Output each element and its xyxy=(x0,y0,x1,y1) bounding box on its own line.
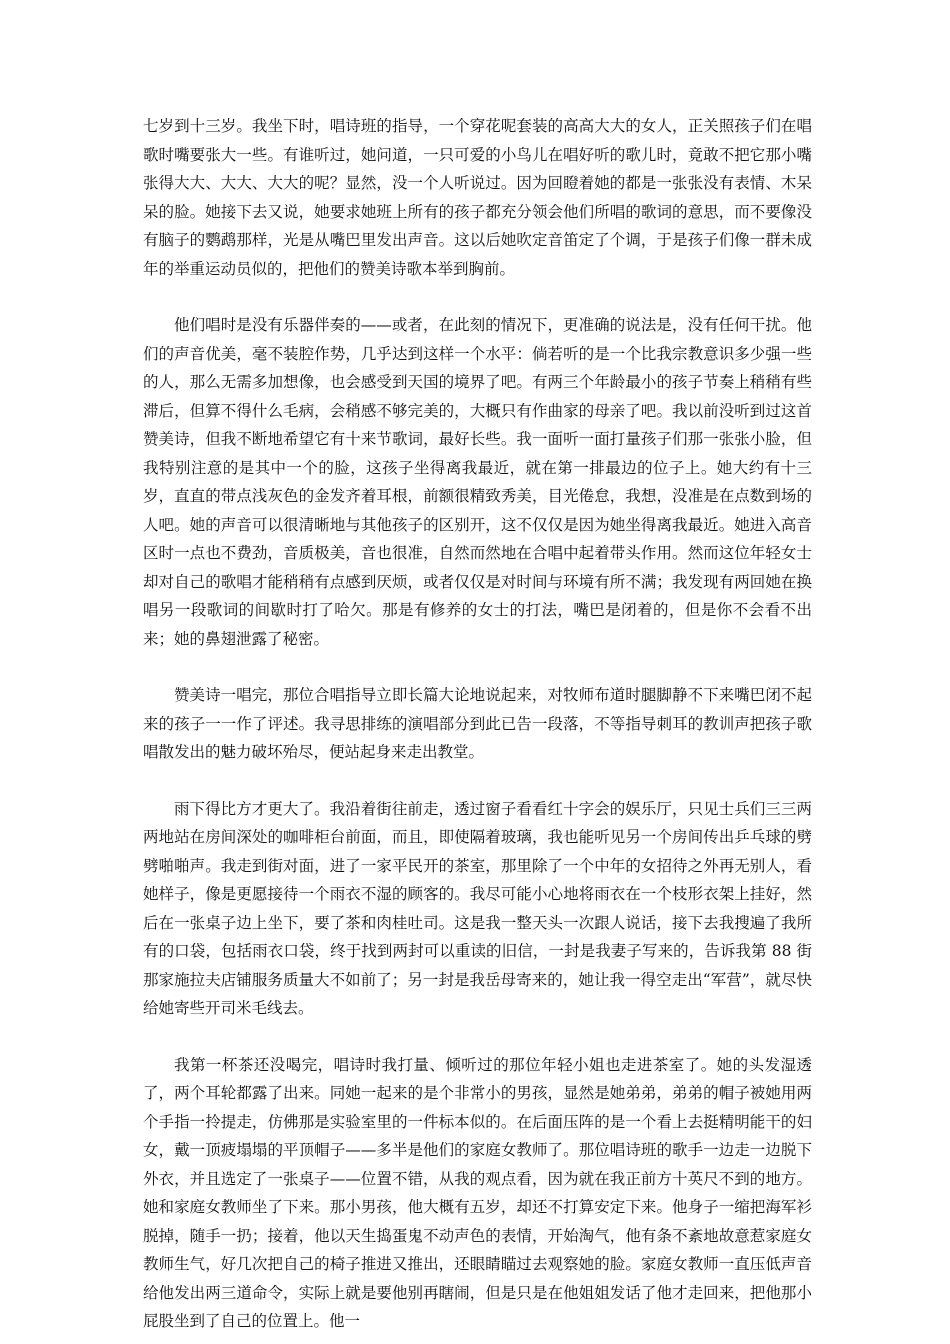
paragraph-5: 我第一杯茶还没喝完，唱诗时我打量、倾听过的那位年轻小姐也走进茶室了。她的头发湿透了，两个耳轮都露了出来。同她一起来的是个非常小的男孩，显然是她弟弟，弟弟的帽子被她用两个手指一拎提走，仿佛那是实验室里的一件标本似的。在后面压阵的是一个看上去挺精明能干的妇女，戴一顶疲塌塌的平顶帽子——多半是他们的家庭女教师了。那位唱诗班的歌手一边走一边脱下外衣，并且选定了一张桌子——位置不错，从我的观点看，因为就在我正前方十英尺不到的地方。她和家庭女教师坐了下来。那小男孩，他大概有五岁，却还不打算安定下来。他身子一缩把海军衫脱掉，随手一扔；接着，他以天生捣蛋鬼不动声色的表情，开始淘气，他有条不紊地故意惹家庭女教师生气，好几次把自己的椅子推进又推出，还眼睛瞄过去观察她的脸。家庭女教师一直压低声音给他发出两三道命令，实际上就是要他别再瞎闹，但是只是在他姐姐发话了他才走回来，把他那小屁股坐到了自己的位置上。他一 xyxy=(143,1055,812,1330)
paragraph-4: 雨下得比方才更大了。我沿着街往前走，透过窗子看看红十字会的娱乐厅，只见士兵们三三两两地站在房间深处的咖啡柜台前面，而且，即使隔着玻璃，我也能听见另一个房间传出乒乓球的劈劈啪啪声。我走到街对面，进了一家平民开的茶室，那里除了一个中年的女招待之外再无别人，看她样子，像是更愿接待一个雨衣不湿的顾客的。我尽可能小心地将雨衣在一个枝形衣架上挂好，然后在一张桌子边上坐下，要了茶和肉桂吐司。这是我一整天头一次跟人说话，接下去我搜遍了我所有的口袋，包括雨衣口袋，终于找到两封可以重读的旧信，一封是我妻子写来的，告诉我第 88 街那家施拉夫店铺服务质量大不如前了；另一封是我岳母寄来的，她让我一得空走出“军营”，就尽快给她寄些开司米毛线去。 xyxy=(143,799,812,1017)
paragraph-2: 他们唱时是没有乐器伴奏的——或者，在此刻的情况下，更准确的说法是，没有任何干扰。他们的声音优美，毫不装腔作势，几乎达到这样一个水平：倘若听的是一个比我宗教意识多少强一些的人，那么无需多加想像，也会感受到天国的境界了吧。有两三个年龄最小的孩子节奏上稍稍有些滞后，但算不得什么毛病，会稍感不够完美的，大概只有作曲家的母亲了吧。我以前没听到过这首赞美诗，但我不断地希望它有十来节歌词，最好长些。我一面听一面打量孩子们那一张张小脸，但我特别注意的是其中一个的脸，这孩子坐得离我最近，就在第一排最边的位子上。她大约有十三岁，直直的带点浅灰色的金发齐着耳根，前额很精致秀美，目光倦怠，我想，没准是在点数到场的人吧。她的声音可以很清晰地与其他孩子的区别开，这不仅仅是因为她坐得离我最近。她进入高音区时一点也不费劲，音质极美，音也很准，自然而然地在合唱中起着带头作用。然而这位年轻女士却对自己的歌唱才能稍稍有点感到厌烦，或者仅仅是对时间与环境有所不满；我发现有两回她在换唱另一段歌词的间歇时打了哈欠。那是有修养的女士的打法，嘴巴是闭着的，但是你不会看不出来；她的鼻翅泄露了秘密。 xyxy=(143,316,812,648)
paragraph-1: 七岁到十三岁。我坐下时，唱诗班的指导，一个穿花呢套装的高高大大的女人，正关照孩子们在唱歌时嘴要张大一些。有谁听过，她问道，一只可爱的小鸟儿在唱好听的歌儿时，竟敢不把它那小嘴张得大大、大大、大大的呢？显然，没一个人听说过。因为回瞪着她的都是一张张没有表情、木呆呆的脸。她接下去又说，她要求她班上所有的孩子都充分领会他们所唱的歌词的意思，而不要像没有脑子的鹦鹉那样，光是从嘴巴里发出声音。这以后她吹定音笛定了个调，于是孩子们像一群未成年的举重运动员似的，把他们的赞美诗歌本举到胸前。 xyxy=(143,117,812,278)
paragraph-3: 赞美诗一唱完，那位合唱指导立即长篇大论地说起来，对牧师布道时腿脚静不下来嘴巴闭不起来的孩子一一作了评述。我寻思排练的演唱部分到此已告一段落，不等指导刺耳的教训声把孩子歌唱散发出的魅力破坏殆尽，便站起身来走出教堂。 xyxy=(143,686,812,761)
